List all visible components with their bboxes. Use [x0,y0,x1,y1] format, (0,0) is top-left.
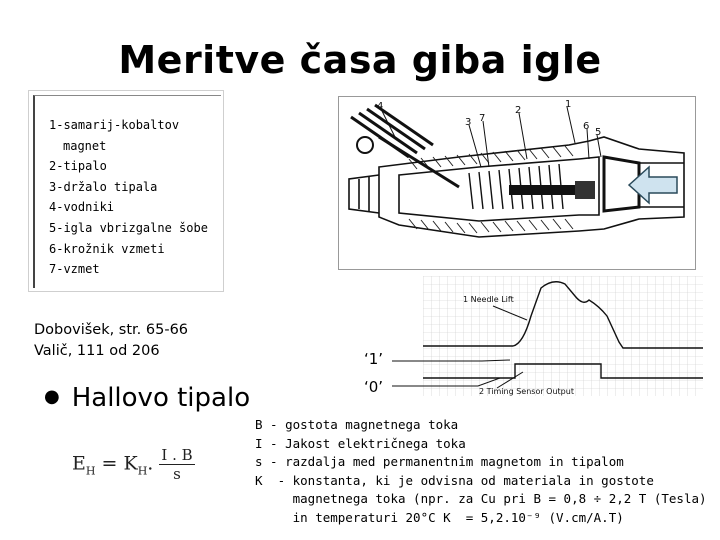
injector-label: 5 [595,127,602,138]
formula-k-sub: H [137,464,148,478]
injector-label: 3 [465,117,472,128]
needle-lift-label: 1 Needle Lift [463,295,514,304]
legend-item: 3-držalo tipala [49,179,158,194]
hall-note: I - Jakost električnega toka [255,435,466,451]
injector-label: 7 [479,113,486,124]
level-high-label: ‘1’ [364,350,384,368]
legend-item: 5-igla vbrizgalne šobe [49,220,208,235]
sensor-output-label: 2 Timing Sensor Output [479,387,574,396]
legend-item: 4-vodniki [49,200,115,215]
formula-fraction [159,446,194,483]
injector-label: 2 [515,105,522,116]
formula-denominator: s [173,465,181,483]
formula-numerator: I . B [161,446,193,464]
hall-note: K - konstanta, ki je odvisna od materiala in gostote [255,472,654,488]
level-leaders [392,356,522,390]
reference-line-1: Dobovišek, str. 65-66 [34,322,189,338]
hall-note: s - razdalja med permanentnim magnetom in tipalom [255,454,624,470]
legend-list [49,115,208,280]
bullet-dot: ● [44,386,60,407]
parts-legend [28,90,224,292]
legend-item: 7-vzmet [49,262,100,277]
reference-line-2: Valič, 111 od 206 [34,343,160,359]
injector-label: 6 [583,121,590,132]
injector-label: 4 [377,101,384,112]
hall-formula: $E_H = K_H$. $\frac{I . B}{s}$ [72,446,193,483]
hall-note: magnetnega toka (npr. za Cu pri B = 0,8 ÷ 2,2 T (Tesla) [255,491,707,507]
injector-drawing [338,96,696,270]
formula-eq: = [101,452,118,475]
legend-item: 6-krožnik vzmeti [49,241,165,256]
reference [34,320,188,362]
legend-item: 1-samarij-kobaltov [49,118,180,132]
injector-svg [339,97,695,269]
hall-notes [255,416,707,528]
page-title: Meritve časa giba igle [118,38,602,82]
arrow-icon [629,167,677,203]
magnet-shape [575,181,595,199]
formula-lhs-sub: H [85,464,96,478]
injector-label: 1 [565,99,572,110]
formula-k: K [123,452,138,475]
bullet-item [44,383,250,413]
formula-lhs: E [72,452,86,475]
hall-note: in temperaturi 20°C K = 5,2.10⁻⁹ (V.cm/A.T) [255,509,624,525]
hall-note: B - gostota magnetnega toka [255,417,459,432]
level-low-label: ‘0’ [364,378,384,396]
legend-item: 2-tipalo [49,159,107,174]
legend-item: magnet [63,138,107,153]
bullet-text: Hallovo tipalo [71,383,251,413]
